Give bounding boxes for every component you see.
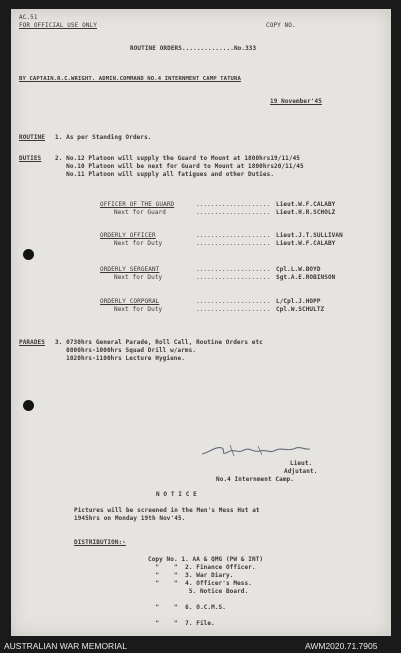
roster-next-name: Lieut.W.F.CALABY bbox=[276, 240, 336, 247]
parades-line: 1020hrs-1100hrs Lecture Hygiene. bbox=[55, 355, 185, 362]
distribution-line: " " 3. War Diary. bbox=[148, 572, 234, 579]
order-date: 19 November'45 bbox=[270, 98, 322, 105]
roster-name: L/Cpl.J.HOPP bbox=[276, 298, 321, 305]
parades-line: 0800hrs-1000hrs Squad Drill w/arms. bbox=[55, 347, 197, 354]
roster-next-name: Lieut.H.R.SCHOLZ bbox=[276, 209, 336, 216]
distribution-line: " " 4. Officer's Mess. bbox=[148, 580, 252, 587]
dot-leader: .................... bbox=[196, 240, 271, 247]
dot-leader: .................... bbox=[196, 298, 271, 305]
issued-by-line: BY CAPTAIN.R.C.WRIGHT. ADMIN.COMMAND NO.4 INTERNMENT CAMP TATURA bbox=[19, 76, 241, 82]
archive-footer bbox=[0, 639, 401, 653]
signatory-rank: Lieut. bbox=[290, 460, 313, 467]
archive-name: AUSTRALIAN WAR MEMORIAL bbox=[4, 641, 127, 651]
copy-number: COPY NO. bbox=[266, 22, 296, 29]
notice-line: 1945hrs on Monday 19th Nov'45. bbox=[74, 515, 186, 522]
punch-hole bbox=[23, 400, 34, 411]
routine-label: ROUTINE bbox=[19, 134, 45, 141]
dot-leader: .................... bbox=[196, 209, 271, 216]
roster-next-label: Next for Duty bbox=[114, 306, 163, 313]
roster-name: Lieut.W.F.CALABY bbox=[276, 201, 336, 208]
document-page bbox=[11, 9, 391, 636]
parades-label: PARADES bbox=[19, 339, 45, 346]
notice-heading: N O T I C E bbox=[156, 491, 197, 498]
signatory-title: Adjutant. bbox=[284, 468, 318, 475]
document-title: ROUTINE ORDERS..............No.333 bbox=[130, 45, 257, 52]
dot-leader: .................... bbox=[196, 266, 271, 273]
roster-next-label: Next for Duty bbox=[114, 240, 163, 247]
handwritten-signature bbox=[200, 442, 312, 460]
distribution-line: " " 7. File. bbox=[148, 620, 215, 627]
roster-next-name: Sgt.A.E.ROBINSON bbox=[276, 274, 336, 281]
distribution-line: 5. Notice Board. bbox=[148, 588, 249, 595]
roster-name: Lieut.J.T.SULLIVAN bbox=[276, 232, 343, 239]
roster-role: ORDERLY OFFICER bbox=[100, 232, 156, 239]
roster-role: ORDERLY SERGEANT bbox=[100, 266, 160, 273]
distribution-line: " " 2. Finance Officer. bbox=[148, 564, 256, 571]
signatory-unit: No.4 Internment Camp. bbox=[216, 476, 294, 483]
routine-text: 1. As per Standing Orders. bbox=[55, 134, 152, 141]
duties-label: DUTIES bbox=[19, 155, 42, 162]
dot-leader: .................... bbox=[196, 232, 271, 239]
roster-role: ORDERLY CORPORAL bbox=[100, 298, 160, 305]
roster-next-name: Cpl.W.SCHULTZ bbox=[276, 306, 325, 313]
roster-next-label: Next for Duty bbox=[114, 274, 163, 281]
roster-next-label: Next for Guard bbox=[114, 209, 166, 216]
archive-reference: AWM2020.71.7905 bbox=[305, 641, 378, 651]
dot-leader: .................... bbox=[196, 306, 271, 313]
restriction-label: FOR OFFICIAL USE ONLY bbox=[19, 22, 97, 29]
parades-line: 3. 0730hrs General Parade, Roll Call, Routine Orders etc bbox=[55, 339, 263, 346]
dot-leader: .................... bbox=[196, 274, 271, 281]
duties-line: No.10 Platoon will be next for Guard to Mount at 1800hrs20/11/45 bbox=[55, 163, 304, 170]
distribution-line: Copy No. 1. AA & QMG (PW & INT) bbox=[148, 556, 264, 563]
duties-line: No.11 Platoon will supply all fatigues and other Duties. bbox=[55, 171, 275, 178]
dot-leader: .................... bbox=[196, 201, 271, 208]
roster-name: Cpl.L.W.BOYD bbox=[276, 266, 321, 273]
roster-role: OFFICER OF THE GUARD bbox=[100, 201, 175, 208]
punch-hole bbox=[23, 249, 34, 260]
notice-line: Pictures will be screened in the Men's Mess Hut at bbox=[74, 507, 260, 514]
distribution-line: " " 6. O.C.M.S. bbox=[148, 604, 226, 611]
form-number: AC.51 bbox=[19, 14, 38, 21]
duties-line: 2. No.12 Platoon will supply the Guard to Mount at 1800hrs19/11/45 bbox=[55, 155, 301, 162]
distribution-heading: DISTRIBUTION:- bbox=[74, 539, 126, 546]
